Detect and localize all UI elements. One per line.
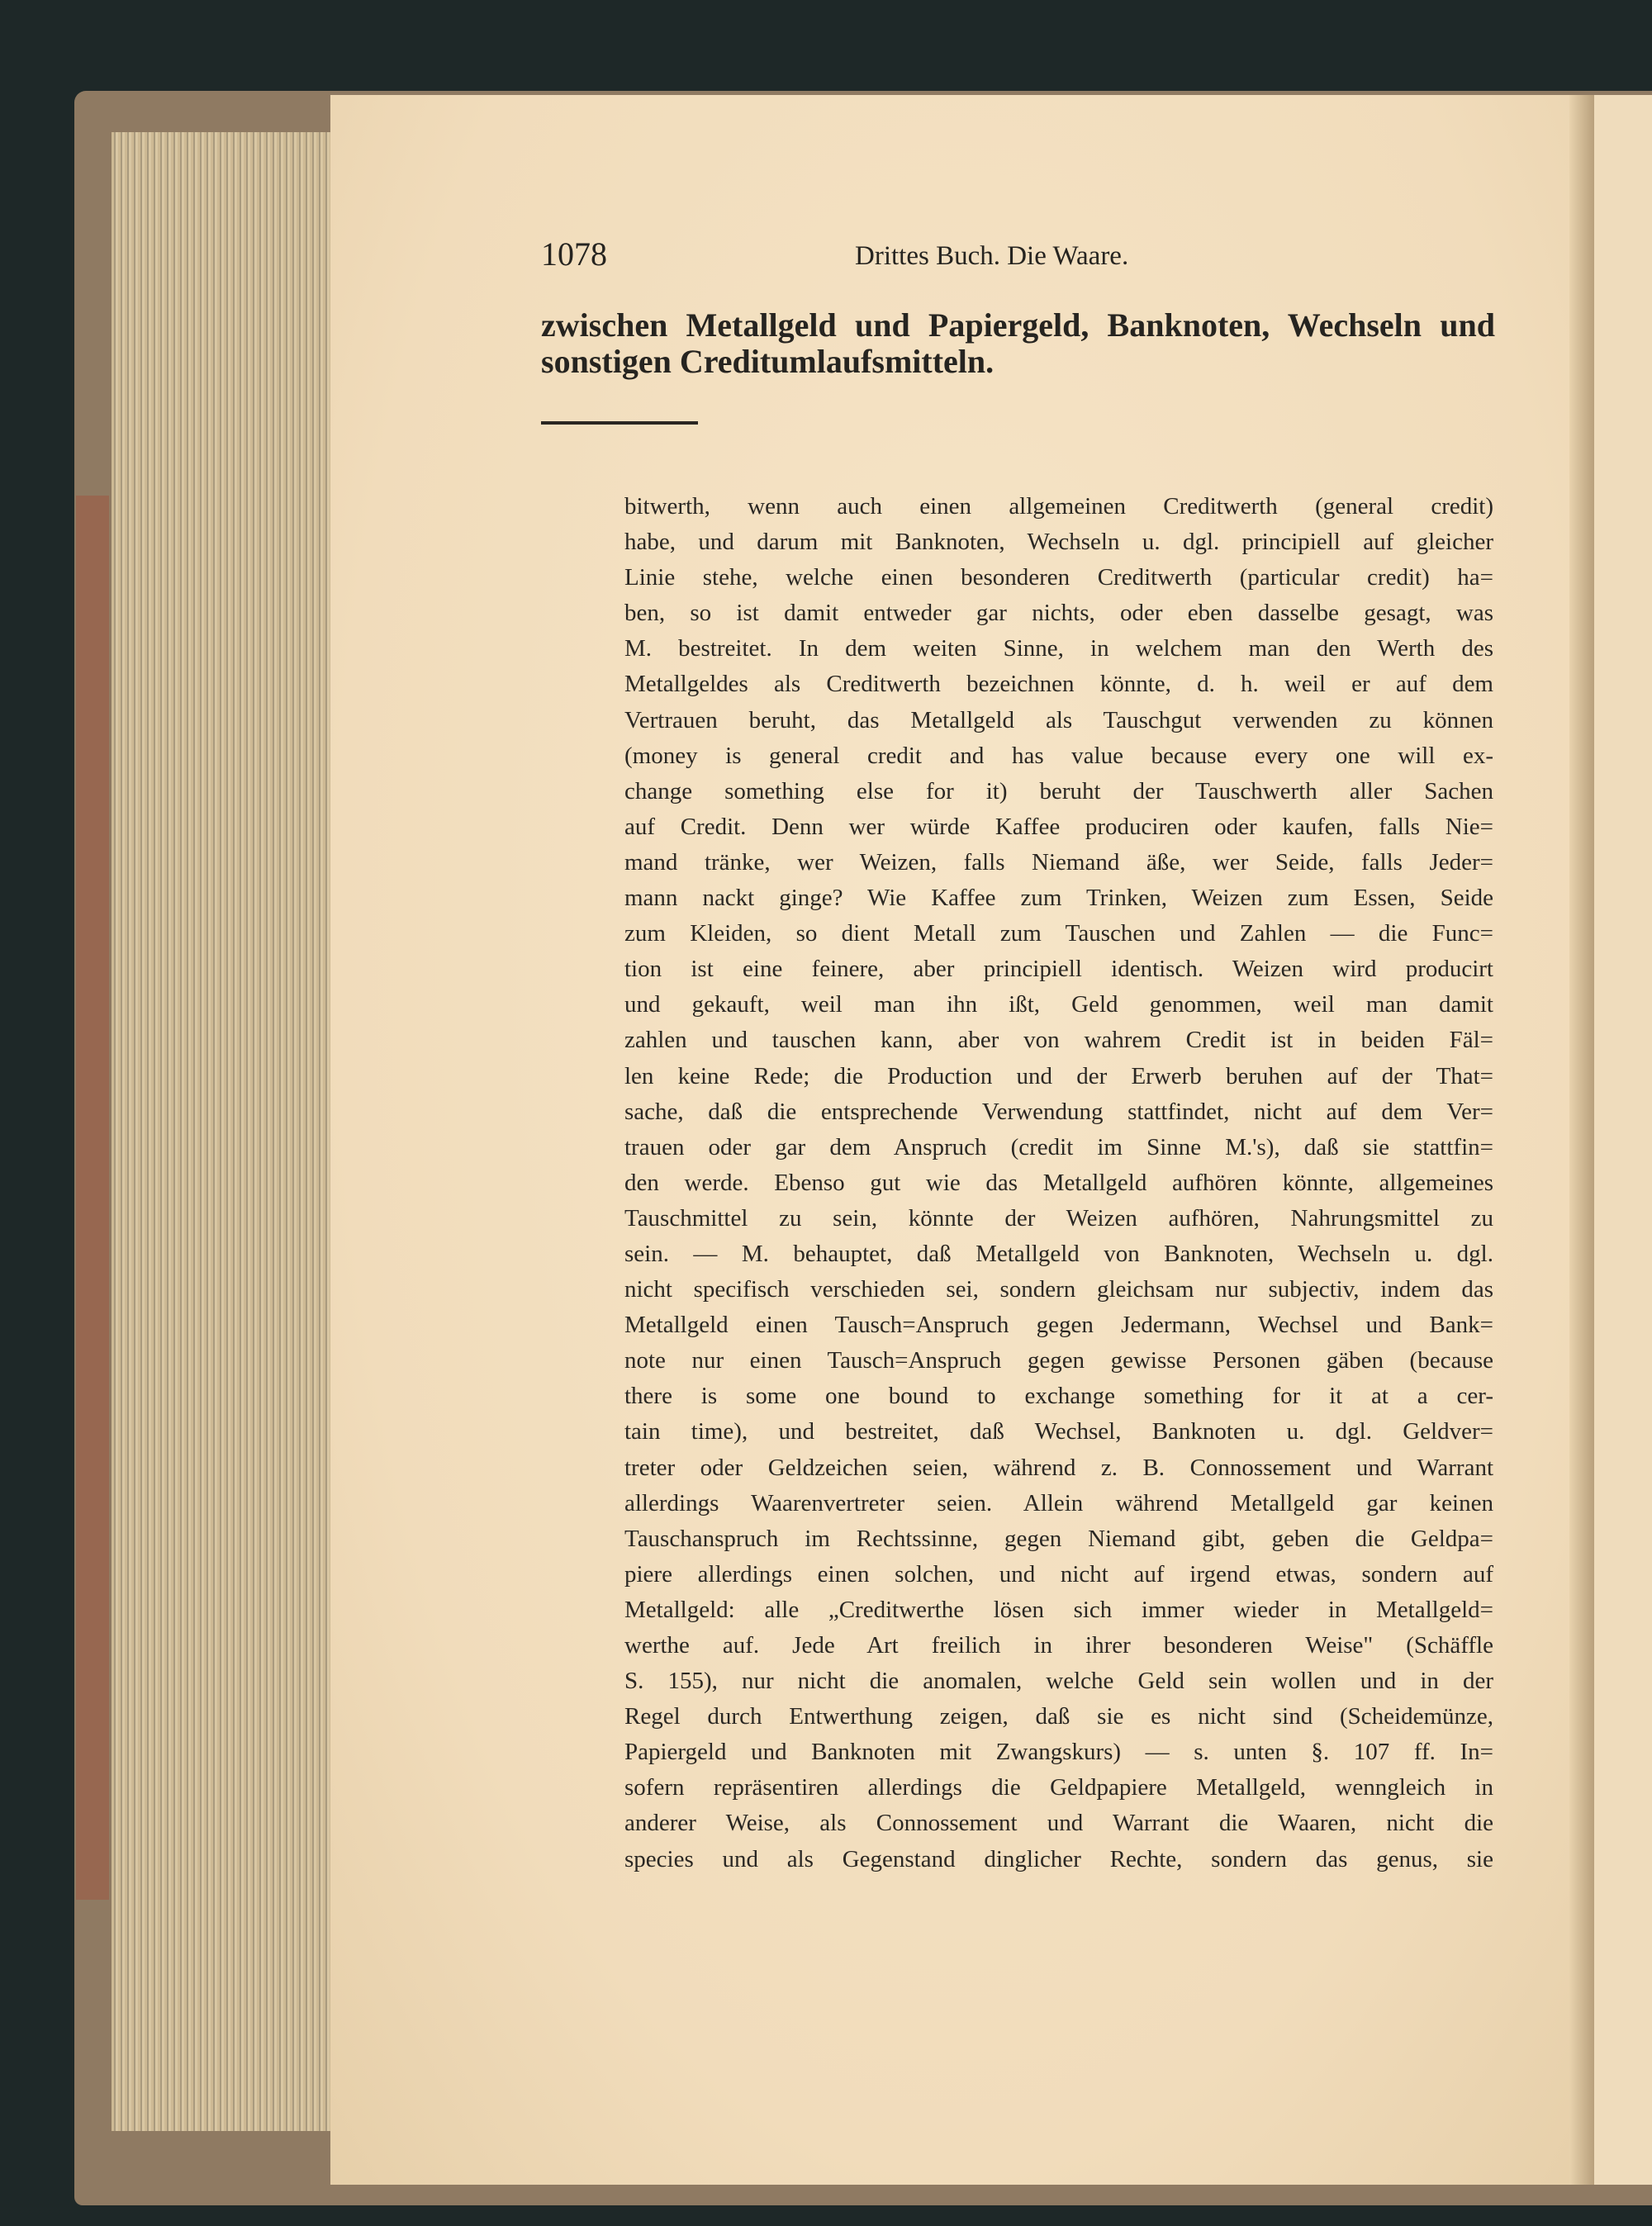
text-line: den werde. Ebenso gut wie das Metallgeld aufhören könnte, allgemeines: [624, 1169, 1493, 1196]
text-line: sein. — M. behauptet, daß Metallgeld von Banknoten, Wechseln u. dgl.: [624, 1240, 1493, 1267]
text-line: und gekauft, weil man ihn ißt, Geld genommen, weil man damit: [624, 991, 1493, 1018]
book-gutter: [1569, 95, 1594, 2185]
text-line: werthe auf. Jede Art freilich in ihrer besonderen Weise" (Schäffle: [624, 1632, 1493, 1659]
text-line: zahlen und tauschen kann, aber von wahrem Credit ist in beiden Fäl=: [624, 1027, 1493, 1054]
text-line: mand tränke, wer Weizen, falls Niemand äße, wer Seide, falls Jeder=: [624, 848, 1493, 876]
section-heading-line: zwischen Metallgeld und Papiergeld, Banknoten, Wechseln und: [541, 306, 1495, 344]
text-line: (money is general credit and has value because every one will ex-: [624, 742, 1493, 769]
text-line: change something else for it) beruht der Tauschwerth aller Sachen: [624, 777, 1493, 804]
text-line: mann nackt ginge? Wie Kaffee zum Trinken, Weizen zum Essen, Seide: [624, 885, 1493, 912]
page-stack: [112, 132, 339, 2131]
text-line: auf Credit. Denn wer würde Kaffee produciren oder kaufen, falls Nie=: [624, 813, 1493, 840]
text-line: Metallgeldes als Creditwerth bezeichnen könnte, d. h. weil er auf dem: [624, 671, 1493, 698]
text-line: S. 155), nur nicht die anomalen, welche Geld sein wollen und in der: [624, 1668, 1493, 1695]
text-line: tain time), und bestreitet, daß Wechsel, Banknoten u. dgl. Geldver=: [624, 1418, 1493, 1445]
text-line: nicht specifisch verschieden sei, sondern gleichsam nur subjectiv, indem das: [624, 1276, 1493, 1303]
text-line: Metallgeld: alle „Creditwerthe lösen sich immer wieder in Metallgeld=: [624, 1596, 1493, 1623]
facing-page: [1594, 95, 1652, 2185]
text-line: tion ist eine feinere, aber principiell identisch. Weizen wird producirt: [624, 956, 1493, 983]
text-line: Vertrauen beruht, das Metallgeld als Tauschgut verwenden zu können: [624, 706, 1493, 733]
text-line: bitwerth, wenn auch einen allgemeinen Creditwerth (general credit): [624, 493, 1493, 520]
text-line: allerdings Waarenvertreter seien. Allein während Metallgeld gar keinen: [624, 1489, 1493, 1516]
text-line: Metallgeld einen Tausch=Anspruch gegen Jedermann, Wechsel und Bank=: [624, 1312, 1493, 1339]
text-line: Regel durch Entwerthung zeigen, daß sie es nicht sind (Scheidemünze,: [624, 1703, 1493, 1730]
separator-rule: [541, 421, 698, 425]
page-edge-red: [76, 496, 109, 1900]
text-line: Tauschanspruch im Rechtssinne, gegen Niemand gibt, geben die Geldpa=: [624, 1525, 1493, 1552]
text-line: treter oder Geldzeichen seien, während z. B. Connossement und Warrant: [624, 1454, 1493, 1481]
text-line: piere allerdings einen solchen, und nicht auf irgend etwas, sondern auf: [624, 1560, 1493, 1588]
text-line: sofern repräsentiren allerdings die Geldpapiere Metallgeld, wenngleich in: [624, 1774, 1493, 1801]
text-line: sache, daß die entsprechende Verwendung stattfindet, nicht auf dem Ver=: [624, 1098, 1493, 1125]
text-line: habe, und darum mit Banknoten, Wechseln u. dgl. principiell auf gleicher: [624, 529, 1493, 556]
text-line: note nur einen Tausch=Anspruch gegen gewisse Personen gäben (because: [624, 1347, 1493, 1374]
text-line: Linie stehe, welche einen besonderen Creditwerth (particular credit) ha=: [624, 564, 1493, 591]
text-line: M. bestreitet. In dem weiten Sinne, in welchem man den Werth des: [624, 635, 1493, 662]
text-line: there is some one bound to exchange something for it at a cer-: [624, 1383, 1493, 1410]
text-line: zum Kleiden, so dient Metall zum Tauschen und Zahlen — die Func=: [624, 920, 1493, 947]
running-head: Drittes Buch. Die Waare.: [855, 241, 1129, 271]
page-number: 1078: [541, 235, 607, 273]
text-line: trauen oder gar dem Anspruch (credit im Sinne M.'s), daß sie stattfin=: [624, 1133, 1493, 1160]
text-line: anderer Weise, als Connossement und Warrant die Waaren, nicht die: [624, 1810, 1493, 1837]
body-text: [624, 489, 1493, 1877]
text-line: ben, so ist damit entweder gar nichts, oder eben dasselbe gesagt, was: [624, 600, 1493, 627]
text-line: Tauschmittel zu sein, könnte der Weizen aufhören, Nahrungsmittel zu: [624, 1204, 1493, 1232]
text-line: Papiergeld und Banknoten mit Zwangskurs) — s. unten §. 107 ff. In=: [624, 1739, 1493, 1766]
text-line: len keine Rede; die Production und der Erwerb beruhen auf der That=: [624, 1062, 1493, 1089]
section-heading-line: sonstigen Creditumlaufsmitteln.: [541, 343, 995, 380]
text-line: species und als Gegenstand dinglicher Rechte, sondern das genus, sie: [624, 1845, 1493, 1872]
